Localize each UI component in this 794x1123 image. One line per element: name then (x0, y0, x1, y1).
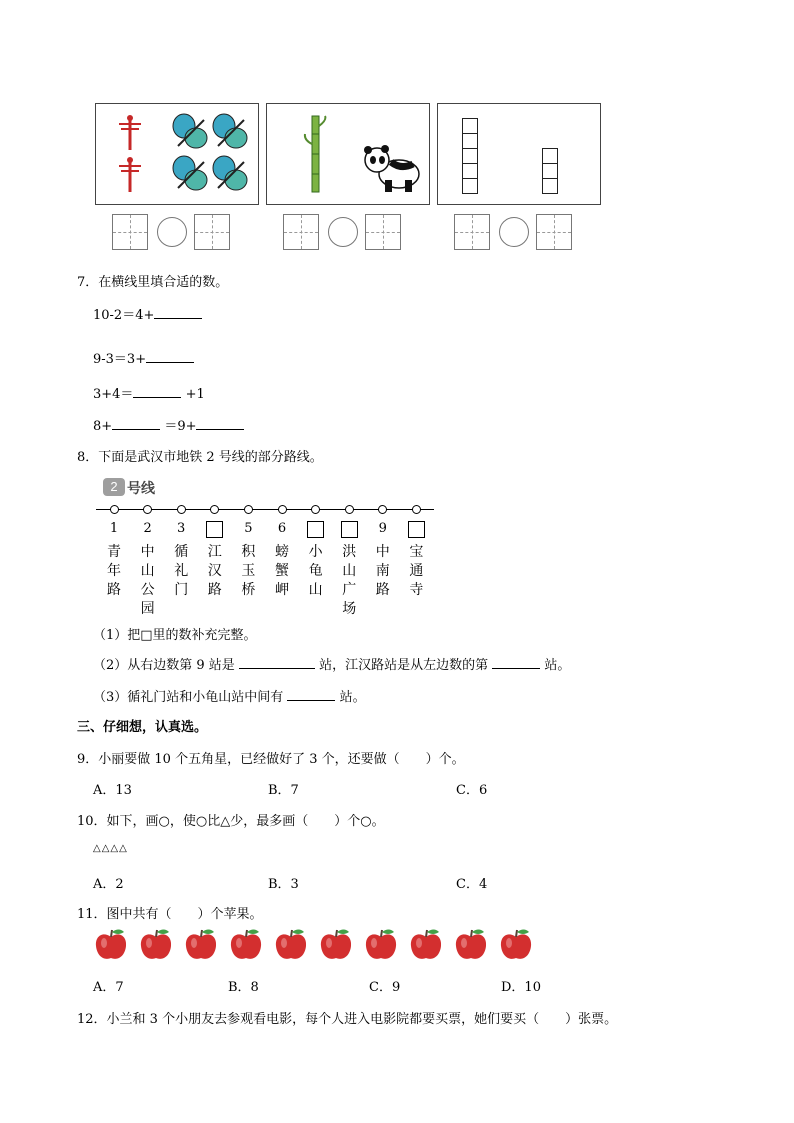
station-number-box[interactable] (408, 521, 425, 538)
q11-option-b[interactable]: B．8 (228, 980, 259, 995)
station-number: 1 (109, 521, 119, 536)
station-number-box[interactable] (341, 521, 358, 538)
station-dot (412, 505, 421, 514)
picture-box-dragonfly-butterfly (95, 103, 259, 205)
station-name: 循礼门 (174, 544, 189, 598)
blank[interactable] (492, 656, 540, 669)
blank[interactable] (112, 417, 160, 430)
apple-icon (93, 928, 129, 962)
station-number: 3 (177, 521, 186, 536)
q11-title: 11．图中共有（ ）个苹果。 (77, 907, 263, 922)
picture-box-cubes (437, 103, 601, 205)
q8-sub1: （1）把□里的数补充完整。 (93, 628, 257, 643)
blank[interactable] (196, 417, 244, 430)
q9-option-b[interactable]: B．7 (268, 783, 299, 798)
station-number: 6 (277, 521, 287, 536)
apple-icon (273, 928, 309, 962)
q7-line-3: 3+4＝ +1 (93, 387, 205, 402)
q7-line-1: 10-2＝4+ (93, 304, 202, 323)
station-dot (278, 505, 287, 514)
station-dot (311, 505, 320, 514)
station-dot (177, 505, 186, 514)
q10-triangles: △△△△ (93, 843, 128, 854)
station-number: 2 (143, 521, 152, 536)
compare-circle[interactable] (157, 217, 187, 247)
q10-option-b[interactable]: B．3 (268, 877, 299, 892)
dragonfly-icon (116, 114, 144, 154)
butterfly-icon (170, 112, 210, 152)
station-dot (110, 505, 119, 514)
blank[interactable] (146, 350, 194, 363)
blank[interactable] (287, 688, 335, 701)
station-name: 积玉桥 (241, 544, 256, 598)
answer-box[interactable] (536, 214, 572, 250)
apple-icon (138, 928, 174, 962)
station-number: 9 (378, 521, 387, 536)
station-name: 中南路 (375, 544, 390, 598)
blank[interactable] (239, 656, 315, 669)
apple-icon (363, 928, 399, 962)
station-number-box[interactable] (206, 521, 223, 538)
q7-line-2: 9-3＝3+ (93, 348, 194, 367)
answer-box[interactable] (194, 214, 230, 250)
q10-title: 10．如下，画○，使○比△少，最多画（ ）个○。 (77, 814, 385, 829)
station-dot (210, 505, 219, 514)
q11-option-c[interactable]: C．9 (369, 980, 401, 995)
station-name: 宝通寺 (409, 544, 424, 598)
apple-icon (228, 928, 264, 962)
compare-circle[interactable] (499, 217, 529, 247)
apple-icon (498, 928, 534, 962)
dragonfly-icon (116, 156, 144, 196)
q7-line-4: 8+ ＝9+ (93, 415, 244, 434)
blank[interactable] (154, 306, 202, 319)
q10-option-c[interactable]: C．4 (456, 877, 488, 892)
station-dot (378, 505, 387, 514)
q8-sub3: （3）循礼门站和小龟山站中间有 站。 (93, 690, 366, 705)
station-number: 5 (244, 521, 253, 536)
station-name: 中山公园 (140, 544, 155, 617)
q9-option-a[interactable]: A．13 (93, 783, 132, 798)
panda-icon (361, 142, 423, 192)
q7-title: 7．在横线里填合适的数。 (77, 275, 229, 290)
section-3-title: 三、仔细想，认真选。 (77, 720, 208, 735)
station-number-box[interactable] (307, 521, 324, 538)
q11-option-d[interactable]: D．10 (501, 980, 541, 995)
compare-circle[interactable] (328, 217, 358, 247)
apple-icon (453, 928, 489, 962)
station-dot (143, 505, 152, 514)
station-name: 江汉路 (207, 544, 222, 598)
answer-box[interactable] (365, 214, 401, 250)
apple-icon (408, 928, 444, 962)
station-name: 螃蟹岬 (275, 544, 289, 598)
apple-icon (183, 928, 219, 962)
q9-option-c[interactable]: C．6 (456, 783, 488, 798)
q12-title: 12．小兰和 3 个小朋友去参观看电影，每个人进入电影院都要买票，她们要买（ ）张票。 (77, 1012, 618, 1027)
station-dot (345, 505, 354, 514)
butterfly-icon (170, 154, 210, 194)
q11-option-a[interactable]: A．7 (93, 980, 124, 995)
picture-box-bamboo-panda (266, 103, 430, 205)
butterfly-icon (210, 154, 250, 194)
butterfly-icon (210, 112, 250, 152)
q8-title: 8．下面是武汉市地铁 2 号线的部分路线。 (77, 450, 323, 465)
answer-box[interactable] (283, 214, 319, 250)
q10-option-a[interactable]: A．2 (93, 877, 124, 892)
station-name: 小龟山 (308, 544, 323, 598)
station-dot (244, 505, 253, 514)
answer-box[interactable] (454, 214, 490, 250)
station-name: 青年路 (107, 544, 121, 598)
q9-title: 9．小丽要做 10 个五角星，已经做好了 3 个，还要做（ ）个。 (77, 752, 465, 767)
metro-line-label: 号线 (127, 480, 155, 496)
answer-box[interactable] (112, 214, 148, 250)
blank[interactable] (133, 385, 181, 398)
metro-line-badge: 2 (103, 478, 125, 496)
bamboo-icon (303, 114, 327, 194)
q8-sub2: （2）从右边数第 9 站是 站，江汉路站是从左边数的第 站。 (93, 658, 571, 673)
station-name: 洪山广场 (342, 544, 357, 617)
apple-icon (318, 928, 354, 962)
